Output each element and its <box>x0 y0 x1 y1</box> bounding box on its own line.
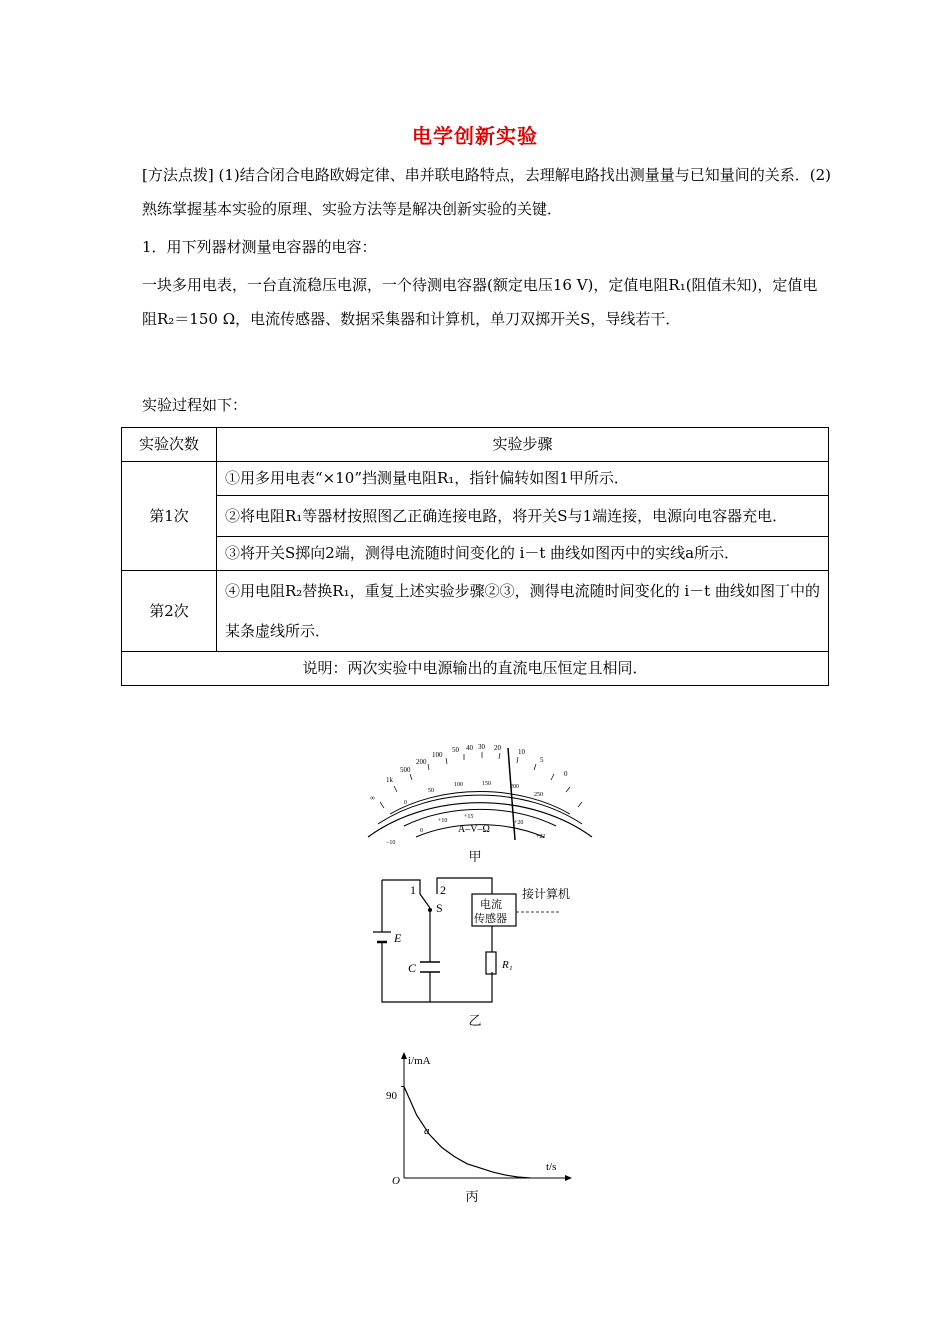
step-4: ④用电阻R₂替换R₁，重复上述实验步骤②③，测得电流随时间变化的 i－t 曲线如图丁中的某条虚线所示． <box>217 571 829 652</box>
method-tips <box>142 158 832 226</box>
i-t-chart <box>380 1050 580 1185</box>
table-header-row <box>122 428 829 462</box>
svg-text:+10: +10 <box>438 818 448 824</box>
origin-label: O <box>392 1175 400 1185</box>
svg-text:20: 20 <box>494 744 501 752</box>
table-row <box>122 537 829 571</box>
header-count: 实验次数 <box>122 428 217 462</box>
method-text: (1)结合闭合电路欧姆定律、串并联电路特点，去理解电路找出测量量与已知量间的关系．(2)熟练掌握基本实验的原理、实验方法等是解决创新实验的关键． <box>142 166 831 218</box>
table-row <box>122 462 829 496</box>
svg-text:∞: ∞ <box>370 794 375 802</box>
svg-text:250: 250 <box>534 792 543 798</box>
svg-text:E: E <box>394 931 402 945</box>
svg-text:2: 2 <box>440 883 446 897</box>
process-label: 实验过程如下： <box>142 396 248 414</box>
table-row <box>122 496 829 537</box>
round2-label: 第2次 <box>122 571 217 652</box>
svg-text:接计算机: 接计算机 <box>522 887 571 901</box>
step-3: ③将开关S掷向2端，测得电流随时间变化的 i－t 曲线如图丙中的实线a所示． <box>217 537 829 571</box>
x-axis-label: t/s <box>546 1161 557 1173</box>
round1-label: 第1次 <box>122 462 217 571</box>
meter-label: A–V–Ω <box>458 824 490 835</box>
table-note: 说明：两次实验中电源输出的直流电压恒定且相同． <box>122 652 829 686</box>
svg-text:100: 100 <box>432 751 443 759</box>
experiment-table <box>121 427 829 686</box>
circuit-diagram-figure <box>370 872 590 1012</box>
svg-text:1k: 1k <box>386 776 393 784</box>
step-1: ①用多用电表“×10”挡测量电阻R₁，指针偏转如图1甲所示． <box>217 462 829 496</box>
svg-text:50: 50 <box>452 746 459 754</box>
svg-text:0: 0 <box>420 828 423 834</box>
svg-text:S: S <box>436 901 443 915</box>
svg-text:100: 100 <box>454 782 463 788</box>
method-tag: [方法点拨] <box>142 166 214 184</box>
svg-text:200: 200 <box>416 758 427 766</box>
svg-text:30: 30 <box>478 743 485 751</box>
page-title: 电学创新实验 <box>412 124 538 148</box>
y-axis-label: i/mA <box>408 1055 431 1067</box>
svg-text:200: 200 <box>510 784 519 790</box>
table-row <box>122 652 829 686</box>
svg-text:+20: +20 <box>514 820 524 826</box>
svg-text:50: 50 <box>428 788 434 794</box>
svg-text:R₁: R₁ <box>502 959 513 971</box>
svg-text:10: 10 <box>518 748 525 756</box>
question-stem: 1．用下列器材测量电容器的电容： <box>142 238 377 256</box>
svg-text:500: 500 <box>400 766 411 774</box>
svg-text:−10: −10 <box>386 840 396 846</box>
svg-text:0: 0 <box>404 800 407 806</box>
caption-yi: 乙 <box>468 1014 482 1029</box>
curve-label: a <box>424 1125 430 1137</box>
header-steps: 实验步骤 <box>217 428 829 462</box>
svg-text:5: 5 <box>540 756 544 764</box>
svg-text:C: C <box>408 961 417 975</box>
svg-text:40: 40 <box>466 744 473 752</box>
svg-text:1: 1 <box>410 883 416 897</box>
svg-text:+15: +15 <box>464 814 474 820</box>
caption-bing: 丙 <box>465 1190 479 1205</box>
svg-text:传感器: 传感器 <box>474 913 507 925</box>
step-2: ②将电阻R₁等器材按照图乙正确连接电路，将开关S与1端连接，电源向电容器充电． <box>217 496 829 537</box>
table-row <box>122 571 829 652</box>
svg-text:+22: +22 <box>536 834 546 840</box>
series-line-a <box>404 1087 530 1179</box>
materials-text: 一块多用电表，一台直流稳压电源，一个待测电容器(额定电压16 V)，定值电阻R₁(阻值未知)，定值电阻R₂＝150 Ω，电流传感器、数据采集器和计算机，单刀双掷开关S，导线若干． <box>142 276 818 328</box>
svg-text:150: 150 <box>482 781 491 787</box>
multimeter-dial-figure <box>360 742 600 850</box>
y-tick-label: 90 <box>386 1090 397 1102</box>
caption-jia: 甲 <box>468 850 482 865</box>
svg-text:0: 0 <box>564 770 568 778</box>
svg-text:电流: 电流 <box>480 899 502 911</box>
